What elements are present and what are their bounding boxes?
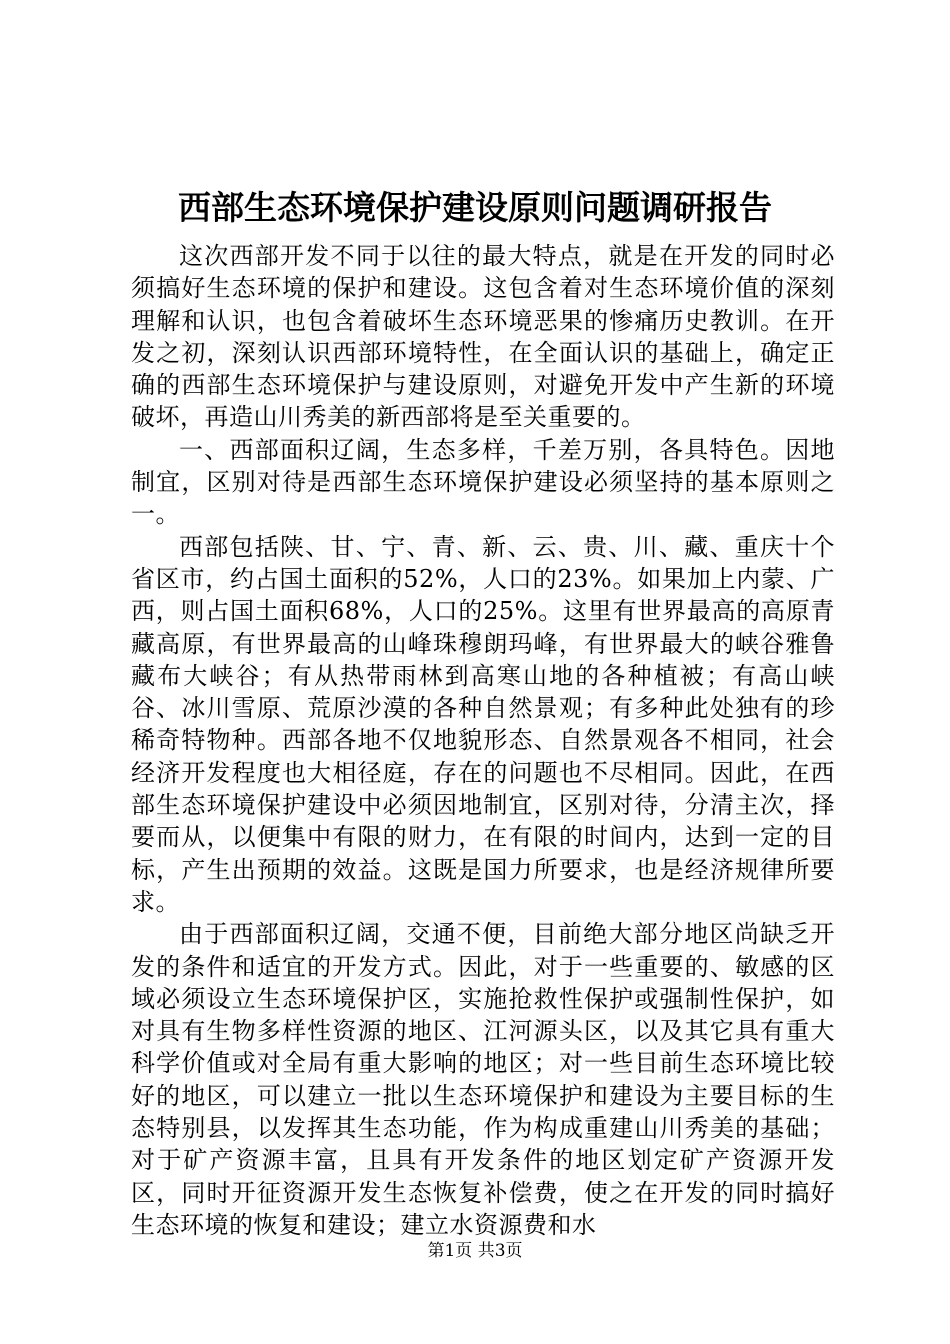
document-body: [131, 240, 835, 1241]
paragraph-principle-one: 一、西部面积辽阔，生态多样，千差万别，各具特色。因地制宜，区别对待是西部生态环境保护建设必须坚持的基本原则之一。: [131, 435, 835, 529]
document-title: 西部生态环境保护建设原则问题调研报告: [178, 188, 772, 227]
paragraph-intro: 这次西部开发不同于以往的最大特点，就是在开发的同时必须搞好生态环境的保护和建设。这包含着对生态环境价值的深刻理解和认识，也包含着破坏生态环境恶果的惨痛历史教训。在开发之初，深刻认识西部环境特性，在全面认识的基础上，确定正确的西部生态环境保护与建设原则，对避免开发中产生新的环境破坏，再造山川秀美的新西部将是至关重要的。: [131, 242, 835, 432]
page-footer: 第1页 共3页: [427, 1241, 523, 1261]
paragraph-west-overview: 西部包括陕、甘、宁、青、新、云、贵、川、藏、重庆十个省区市，约占国土面积的52%，人口的23%。如果加上内蒙、广西，则占国土面积68%，人口的25%。这里有世界最高的高原青藏高原，有世界最高的山峰珠穆朗玛峰，有世界最大的峡谷雅鲁藏布大峡谷；有从热带雨林到高寒山地的各种植被；有高山峡谷、冰川雪原、荒原沙漠的各种自然景观；有多种此处独有的珍稀奇特物种。西部各地不仅地貌形态、自然景观各不相同，社会经济开发程度也大相径庭，存在的问题也不尽相同。因此，在西部生态环境保护建设中必须因地制宜，区别对待，分清主次，择要而从，以便集中有限的财力，在有限的时间内，达到一定的目标，产生出预期的效益。这既是国力所要求，也是经济规律所要求。: [131, 532, 835, 916]
paragraph-protection-zones: 由于西部面积辽阔，交通不便，目前绝大部分地区尚缺乏开发的条件和适宜的开发方式。因此，对于一些重要的、敏感的区域必须设立生态环境保护区，实施抢救性保护或强制性保护，如对具有生物多样性资源的地区、江河源头区，以及其它具有重大科学价值或对全局有重大影响的地区；对一些目前生态环境比较好的地区，可以建立一批以生态环境保护和建设为主要目标的生态特别县，以发挥其生态功能，作为构成重建山川秀美的基础；对于矿产资源丰富，且具有开发条件的地区划定矿产资源开发区，同时开征资源开发生态恢复补偿费，使之在开发的同时搞好生态环境的恢复和建设；建立水资源费和水: [131, 920, 835, 1239]
